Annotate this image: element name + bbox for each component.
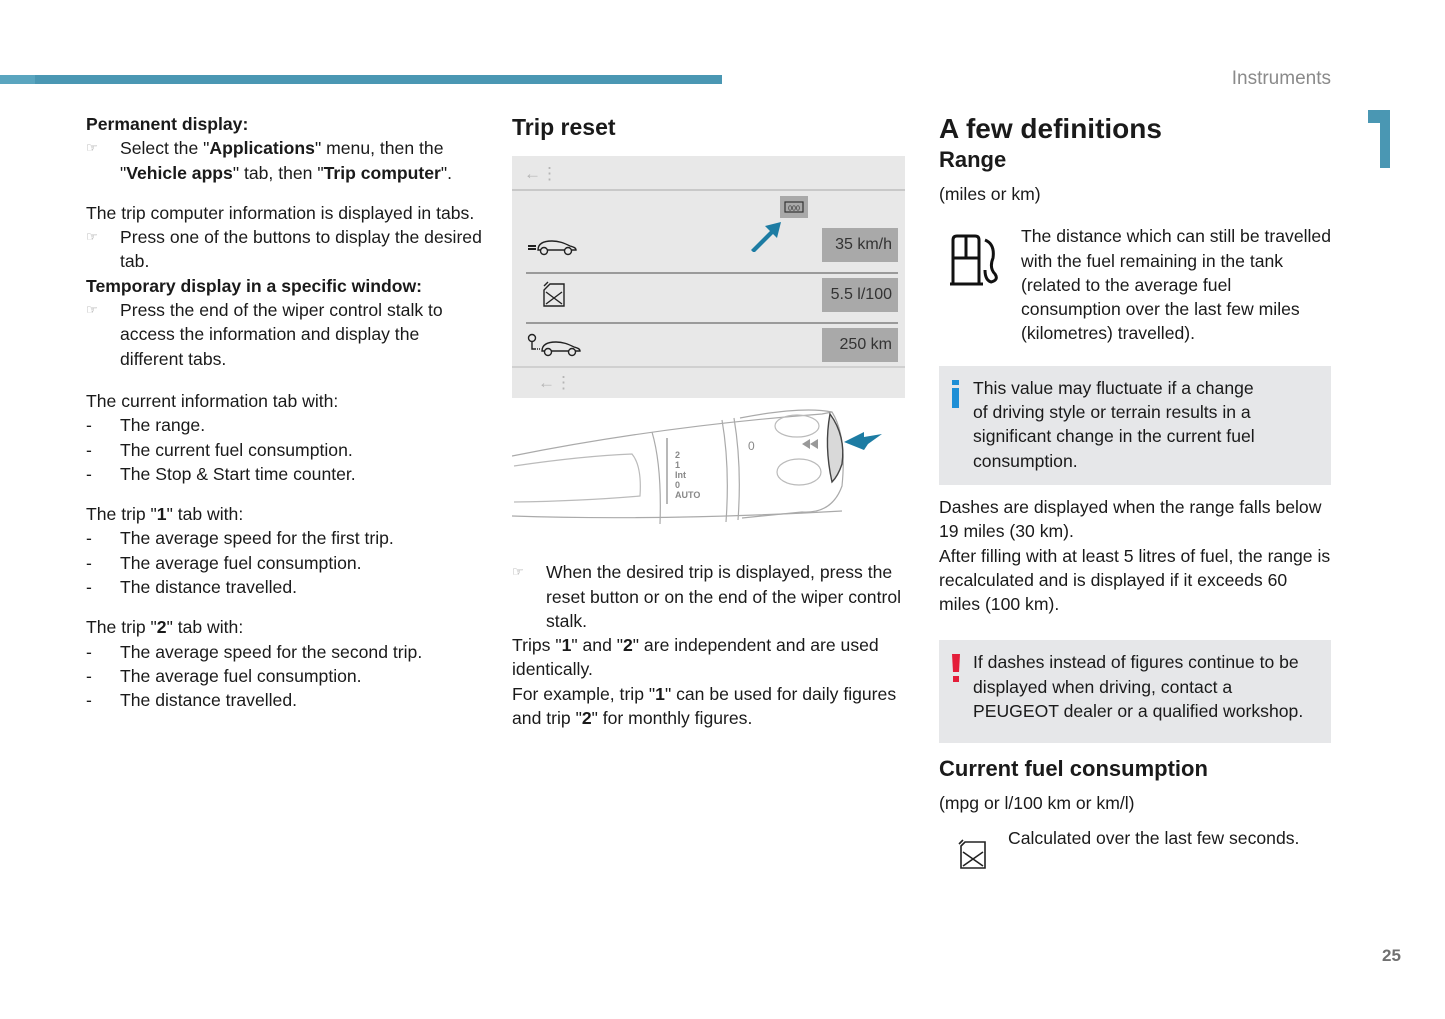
list-item: - The distance travelled. — [86, 690, 298, 711]
average-speed-value: 35 km/h — [822, 228, 898, 262]
svg-text:2: 2 — [675, 450, 681, 460]
info-note-box — [939, 366, 1331, 485]
average-speed-car-icon — [526, 232, 582, 258]
trip-computer-screen — [512, 156, 905, 398]
dashes-text: Dashes are displayed when the range falls below 19 miles (30 km). — [939, 496, 1322, 542]
back-arrow-icon[interactable]: ←⋮ — [524, 164, 558, 183]
column-trip-computer-display — [86, 112, 486, 713]
trips-independent-text: Trips "1" and "2" are independent and are used identically. — [512, 635, 879, 680]
info-icon — [951, 380, 961, 410]
permanent-display-step: ☞ Select the "Applications" menu, then the "Vehicle apps" tab, then "Trip computer". — [86, 138, 453, 183]
list-item: - The range. — [86, 415, 206, 436]
page-number: 25 — [1382, 946, 1401, 965]
column-definitions — [939, 112, 1331, 850]
pointing-hand-icon: ☞ — [512, 564, 524, 580]
fuel-pump-icon — [949, 234, 1003, 286]
current-fuel-description-block — [939, 826, 1331, 850]
fuel-can-icon — [526, 280, 582, 310]
list-item: - The average fuel consumption. — [86, 552, 362, 573]
list-item: - The average speed for the second trip. — [86, 641, 423, 662]
fuel-can-icon — [957, 838, 991, 872]
warning-note-box — [939, 640, 1331, 743]
range-units: (miles or km) — [939, 184, 1041, 204]
fuel-consumption-value: 5.5 l/100 — [822, 278, 898, 312]
temporary-display-heading: Temporary display in a specific window: — [86, 275, 422, 296]
current-tab-intro: The current information tab with: — [86, 390, 339, 411]
tabs-intro: The trip computer information is displayed in tabs. — [86, 202, 475, 223]
press-arrow-icon — [844, 432, 882, 450]
chapter-number-badge — [1368, 110, 1394, 168]
applications-menu-label: Applications — [209, 138, 315, 159]
trips-example-text: For example, trip "1" can be used for daily figures and trip "2" for monthly figures. — [512, 683, 897, 729]
header-accent-bar — [0, 75, 722, 84]
range-description-block — [939, 224, 1331, 345]
list-item: - The distance travelled. — [86, 577, 298, 598]
trip-reset-title: Trip reset — [512, 114, 616, 140]
section-title: Instruments — [1231, 68, 1331, 89]
trip-computer-label: Trip computer — [323, 162, 441, 183]
pointing-hand-icon: ☞ — [86, 302, 98, 318]
current-fuel-heading: Current fuel consumption — [939, 756, 1208, 782]
trip1-tab-intro: The trip "1" tab with: — [86, 504, 244, 525]
svg-text:Int: Int — [675, 470, 686, 480]
svg-text:000: 000 — [788, 205, 800, 213]
reset-button[interactable] — [780, 196, 808, 218]
permanent-display-heading: Permanent display: — [86, 114, 249, 134]
average-speed-row — [526, 224, 898, 274]
vehicle-apps-tab-label: Vehicle apps — [126, 162, 233, 183]
screen-header — [512, 156, 905, 191]
trip-reset-icon — [780, 196, 808, 218]
reset-step: ☞ When the desired trip is displayed, press the reset button or on the end of the wiper control stalk. — [512, 562, 902, 631]
svg-text:AUTO: AUTO — [675, 490, 701, 500]
list-item: - The current fuel consumption. — [86, 439, 353, 460]
list-item: - The average fuel consumption. — [86, 665, 362, 686]
temporary-display-step: ☞ Press the end of the wiper control stalk to access the information and display the different tabs. — [86, 300, 443, 369]
info-note-text: This value may fluctuate if a change of driving style or terrain results in a significant change in the current fuel consumption. — [973, 377, 1255, 471]
warning-exclamation-icon — [951, 654, 961, 684]
svg-text:0: 0 — [748, 439, 755, 453]
svg-text:1: 1 — [675, 460, 681, 470]
pointing-hand-icon: ☞ — [86, 229, 98, 245]
range-heading: Range — [939, 147, 1007, 172]
svg-text:0: 0 — [675, 480, 681, 490]
list-item: - The Stop & Start time counter. — [86, 463, 356, 484]
column-trip-reset — [512, 112, 906, 730]
screen-footer — [512, 366, 905, 398]
list-item: - The average speed for the first trip. — [86, 528, 394, 549]
tabs-step: ☞ Press one of the buttons to display the desired tab. — [86, 227, 482, 272]
current-fuel-units: (mpg or l/100 km or km/l) — [939, 793, 1135, 814]
pointing-hand-icon: ☞ — [86, 140, 98, 156]
trip2-tab-intro: The trip "2" tab with: — [86, 617, 244, 638]
definitions-title: A few definitions — [939, 113, 1162, 144]
distance-car-icon — [526, 332, 586, 358]
distance-value: 250 km — [822, 328, 898, 362]
range-description: The distance which can still be travelled with the fuel remaining in the tank (related to the average fuel consumption over the last few miles (kilometres) travelled). — [1021, 226, 1332, 344]
current-fuel-description: Calculated over the last few seconds. — [1008, 827, 1300, 848]
distance-row — [526, 324, 898, 372]
wiper-control-stalk-illustration — [512, 406, 905, 536]
fuel-consumption-row — [526, 274, 898, 324]
back-arrow-icon[interactable]: ←⋮ — [538, 373, 572, 392]
refill-text: After filling with at least 5 litres of fuel, the range is recalculated and is displayed if it exceeds 60 miles (100 km). — [939, 545, 1331, 615]
warning-note-text: If dashes instead of figures continue to be displayed when driving, contact a PEUGEOT dealer or a qualified workshop. — [973, 652, 1304, 722]
